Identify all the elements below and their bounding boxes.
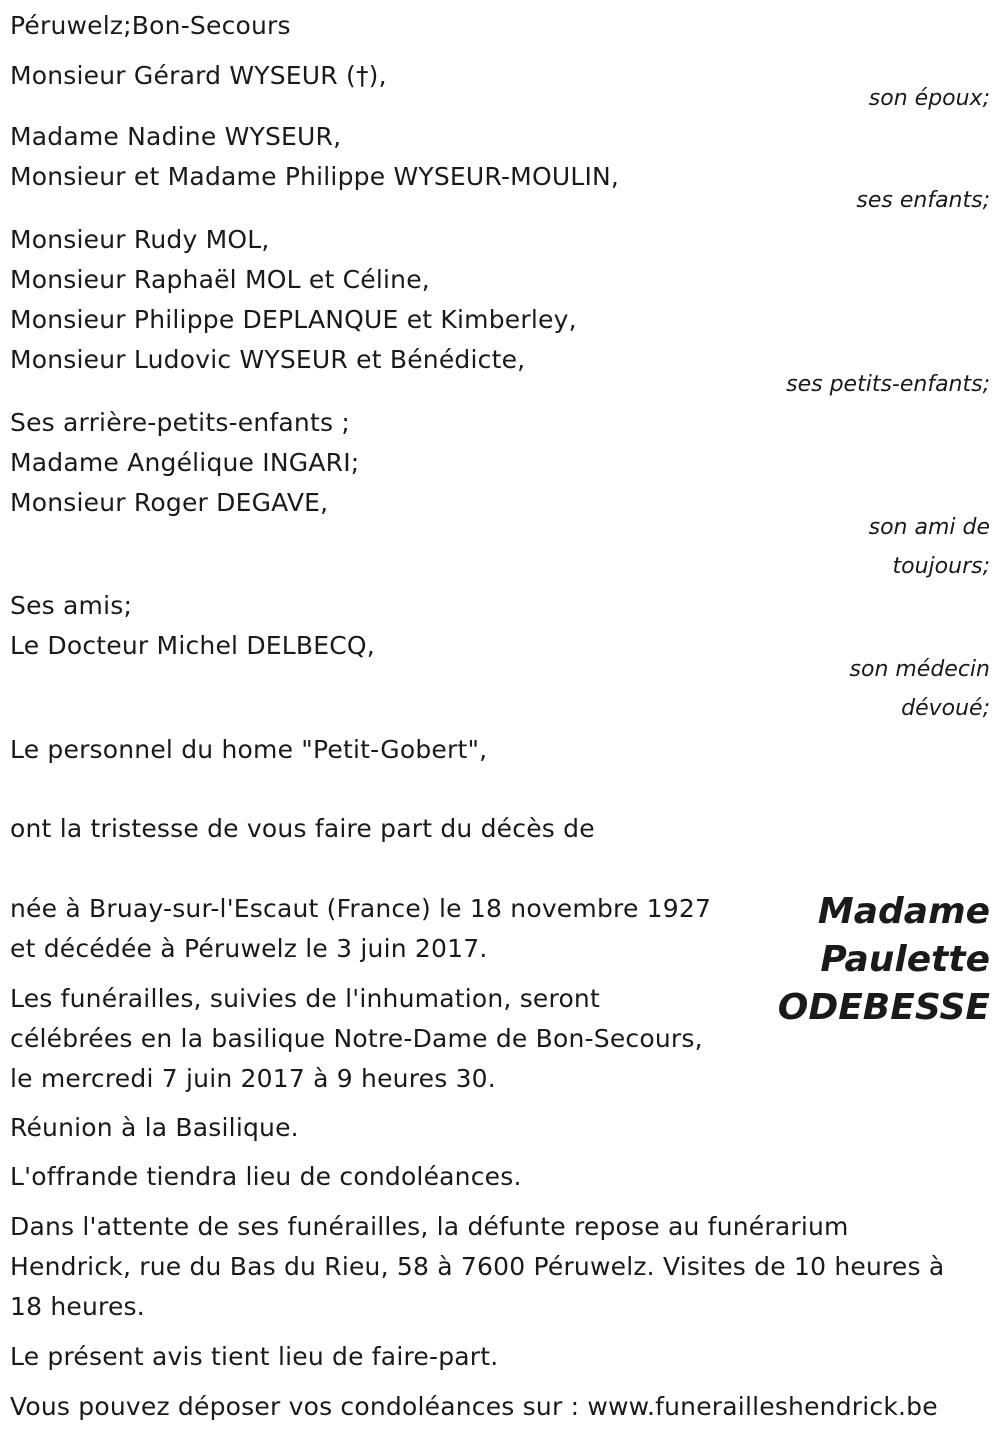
repose-line: Dans l'attente de ses funérailles, la défunte repose au funérarium bbox=[10, 1212, 849, 1241]
repose-line: Hendrick, rue du Bas du Rieu, 58 à 7600 Péruwelz. Visites de 10 heures à bbox=[10, 1252, 945, 1281]
spouse-name: Monsieur Gérard WYSEUR (†), bbox=[10, 61, 387, 90]
spouse-role: son époux; bbox=[868, 86, 990, 111]
grandchild-name: Monsieur Raphaël MOL et Céline, bbox=[10, 265, 430, 294]
repose-line: 18 heures. bbox=[10, 1292, 145, 1321]
doctor-name: Le Docteur Michel DELBECQ, bbox=[10, 631, 375, 660]
meeting: Réunion à la Basilique. bbox=[10, 1113, 299, 1142]
doctor-role: dévoué; bbox=[901, 696, 990, 721]
relative-name: Madame Angélique INGARI; bbox=[10, 448, 360, 477]
friend-name: Monsieur Roger DEGAVE, bbox=[10, 488, 329, 517]
notice: Le présent avis tient lieu de faire-part. bbox=[10, 1342, 499, 1371]
grandchild-name: Monsieur Rudy MOL, bbox=[10, 225, 270, 254]
announcement: ont la tristesse de vous faire part du décès de bbox=[10, 814, 595, 843]
birth-line: née à Bruay-sur-l'Escaut (France) le 18 novembre 1927 bbox=[10, 894, 712, 923]
condolences: Vous pouvez déposer vos condoléances sur : www.funerailleshendrick.be bbox=[10, 1392, 938, 1421]
deceased-first-name: Paulette bbox=[820, 939, 990, 980]
deceased-name bbox=[778, 888, 990, 1032]
doctor-role: son médecin bbox=[849, 657, 990, 682]
deceased-title: Madame bbox=[817, 891, 990, 932]
deceased-last-name: ODEBESSE bbox=[777, 987, 990, 1028]
death-line: et décédée à Péruwelz le 3 juin 2017. bbox=[10, 934, 488, 963]
children-role: ses enfants; bbox=[856, 188, 990, 213]
friend-role: toujours; bbox=[892, 554, 990, 579]
offering: L'offrande tiendra lieu de condoléances. bbox=[10, 1162, 522, 1191]
child-name: Madame Nadine WYSEUR, bbox=[10, 122, 342, 151]
friend-role: son ami de bbox=[868, 515, 990, 540]
funeral-line: le mercredi 7 juin 2017 à 9 heures 30. bbox=[10, 1064, 496, 1093]
friends: Ses amis; bbox=[10, 591, 133, 620]
location: Péruwelz;Bon-Secours bbox=[10, 11, 291, 40]
great-grandchildren: Ses arrière-petits-enfants ; bbox=[10, 408, 350, 437]
grandchildren-role: ses petits-enfants; bbox=[786, 372, 990, 397]
funeral-line: Les funérailles, suivies de l'inhumation, seront bbox=[10, 984, 600, 1013]
funeral-line: célébrées en la basilique Notre-Dame de Bon-Secours, bbox=[10, 1024, 703, 1053]
child-name: Monsieur et Madame Philippe WYSEUR-MOULIN, bbox=[10, 162, 620, 191]
grandchild-name: Monsieur Ludovic WYSEUR et Bénédicte, bbox=[10, 345, 526, 374]
grandchild-name: Monsieur Philippe DEPLANQUE et Kimberley, bbox=[10, 305, 577, 334]
staff: Le personnel du home "Petit-Gobert", bbox=[10, 735, 488, 764]
